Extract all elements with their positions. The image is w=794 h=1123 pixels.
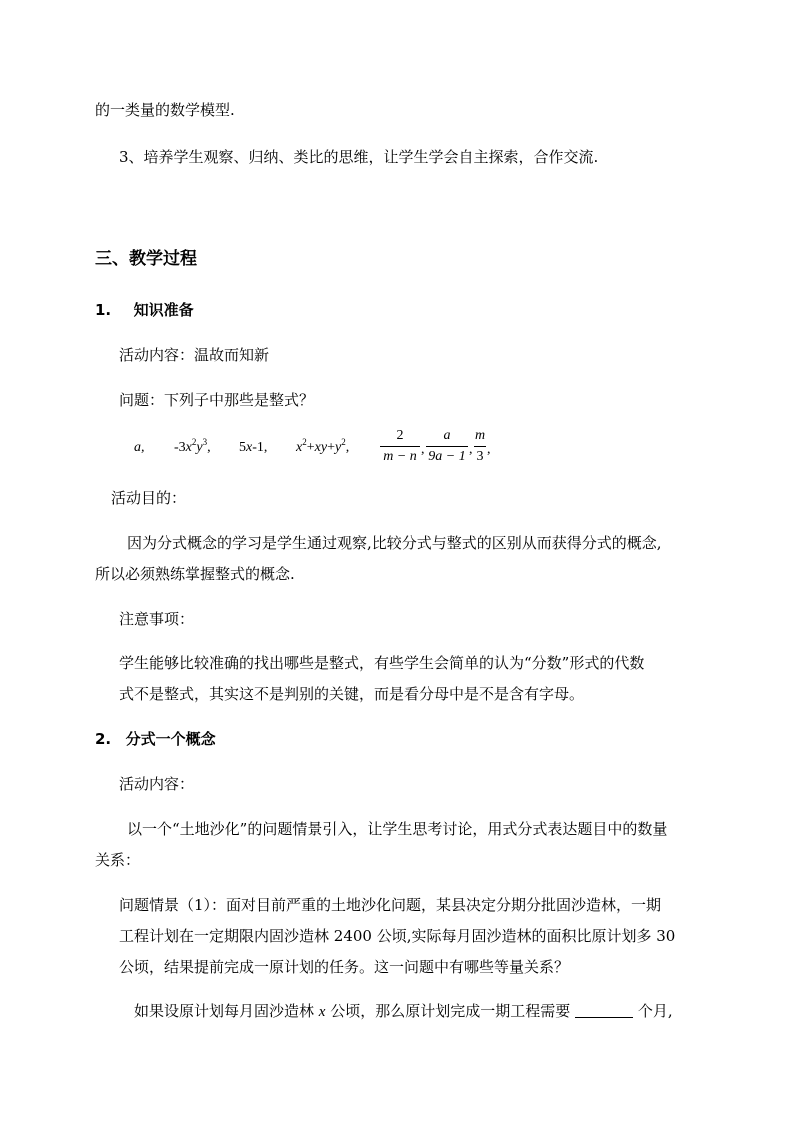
fraction-m-over-3 bbox=[474, 427, 486, 466]
subsection-title: 知识准备 bbox=[133, 301, 194, 319]
expr-var-x: x bbox=[185, 440, 192, 455]
fraction-bar bbox=[474, 446, 486, 447]
subsection-fraction-concept bbox=[95, 729, 216, 749]
expr-var-x: x bbox=[246, 440, 253, 455]
expr-const: -1, bbox=[252, 440, 268, 455]
fraction-numerator: 2 bbox=[396, 428, 404, 443]
subsection-knowledge-prep bbox=[95, 300, 194, 320]
expression-monomial bbox=[174, 438, 211, 458]
fraction-numerator: a bbox=[443, 428, 451, 443]
subsection-title: 分式一个概念 bbox=[125, 730, 216, 748]
expr-var-y: y bbox=[334, 440, 342, 455]
last-question-post: 个月, bbox=[637, 1002, 673, 1020]
section-title-teaching-process: 三、教学过程 bbox=[95, 249, 197, 269]
expr-exp: 2 bbox=[191, 437, 197, 447]
expr-op: + bbox=[327, 440, 335, 455]
expr-sep: , bbox=[207, 440, 211, 455]
expr-coef: 5 bbox=[239, 440, 246, 455]
scenario-line2: 工程计划在一定期限内固沙造林 2400 公顷,实际每月固沙造林的面积比原计划多 30 bbox=[119, 927, 676, 945]
activity-goal-label: 活动目的： bbox=[111, 489, 187, 507]
expr-exp: 3 bbox=[202, 437, 208, 447]
subsection-number: 2. bbox=[95, 730, 112, 748]
expr-var-x: x bbox=[296, 440, 303, 455]
last-question-line bbox=[134, 1001, 673, 1022]
fraction-bar bbox=[380, 446, 420, 447]
answer-blank[interactable] bbox=[575, 1003, 633, 1018]
expr-a-text: a, bbox=[134, 440, 145, 455]
paragraph-intro-tail: 的一类量的数学模型. bbox=[95, 101, 235, 119]
activity-goal-text-line2: 所以必须熟练掌握整式的概念. bbox=[95, 565, 295, 583]
scenario-line3: 公顷，结果提前完成一原计划的任务。这一问题中有哪些等量关系？ bbox=[119, 958, 570, 976]
expr-var-y: y bbox=[196, 440, 203, 455]
expr-var-xy: xy bbox=[314, 440, 328, 455]
fraction-bar bbox=[426, 446, 468, 447]
expr-sep: , bbox=[345, 440, 350, 455]
question-line: 问题：下列子中那些是整式？ bbox=[119, 391, 315, 409]
fraction-numerator: m bbox=[474, 428, 486, 443]
expression-a bbox=[134, 438, 145, 458]
activity-content-line: 活动内容：温故而知新 bbox=[119, 346, 270, 364]
intro2-line2: 关系： bbox=[95, 851, 141, 869]
last-question-pre: 如果设原计划每月固沙造林 bbox=[134, 1002, 315, 1020]
intro2-line1: 以一个“土地沙化”的问题情景引入，让学生思考讨论，用式分式表达题目中的数量 bbox=[127, 820, 668, 838]
fraction-separator: , bbox=[487, 442, 491, 457]
last-question-var: x bbox=[318, 1004, 326, 1020]
activity-content2-label: 活动内容： bbox=[119, 775, 195, 793]
scenario-line1: 问题情景（1）：面对目前严重的土地沙化问题，某县决定分期分批固沙造林，一期 bbox=[119, 896, 662, 914]
expr-exp: 2 bbox=[302, 437, 307, 447]
expression-linear bbox=[239, 438, 267, 458]
fraction-2-over-m-minus-n bbox=[380, 427, 420, 466]
fraction-a-over-9a-minus-1 bbox=[426, 427, 468, 466]
last-question-mid: 公顷，那么原计划完成一期工程需要 bbox=[330, 1002, 571, 1020]
fraction-denominator: 9a − 1 bbox=[428, 449, 466, 464]
subsection-number: 1. bbox=[95, 301, 112, 319]
fraction-separator: , bbox=[469, 442, 473, 457]
fraction-denominator: 3 bbox=[476, 449, 484, 464]
expression-quadratic bbox=[296, 438, 349, 458]
expr-exp: 2 bbox=[341, 437, 346, 447]
fraction-separator: , bbox=[421, 442, 425, 457]
expr-coef: -3 bbox=[174, 440, 186, 455]
activity-goal-text-line1: 因为分式概念的学习是学生通过观察,比较分式与整式的区别从而获得分式的概念, bbox=[127, 534, 662, 552]
notes-label: 注意事项： bbox=[119, 610, 195, 628]
notes-text-line1: 学生能够比较准确的找出哪些是整式，有些学生会简单的认为“分数”形式的代数 bbox=[119, 654, 645, 672]
expr-op: + bbox=[306, 440, 315, 455]
paragraph-goal-3: 3、培养学生观察、归纳、类比的思维，让学生学会自主探索，合作交流. bbox=[119, 148, 599, 166]
notes-text-line2: 式不是整式，其实这不是判别的关键，而是看分母中是不是含有字母。 bbox=[119, 685, 585, 703]
fraction-denominator: m − n bbox=[383, 449, 417, 464]
